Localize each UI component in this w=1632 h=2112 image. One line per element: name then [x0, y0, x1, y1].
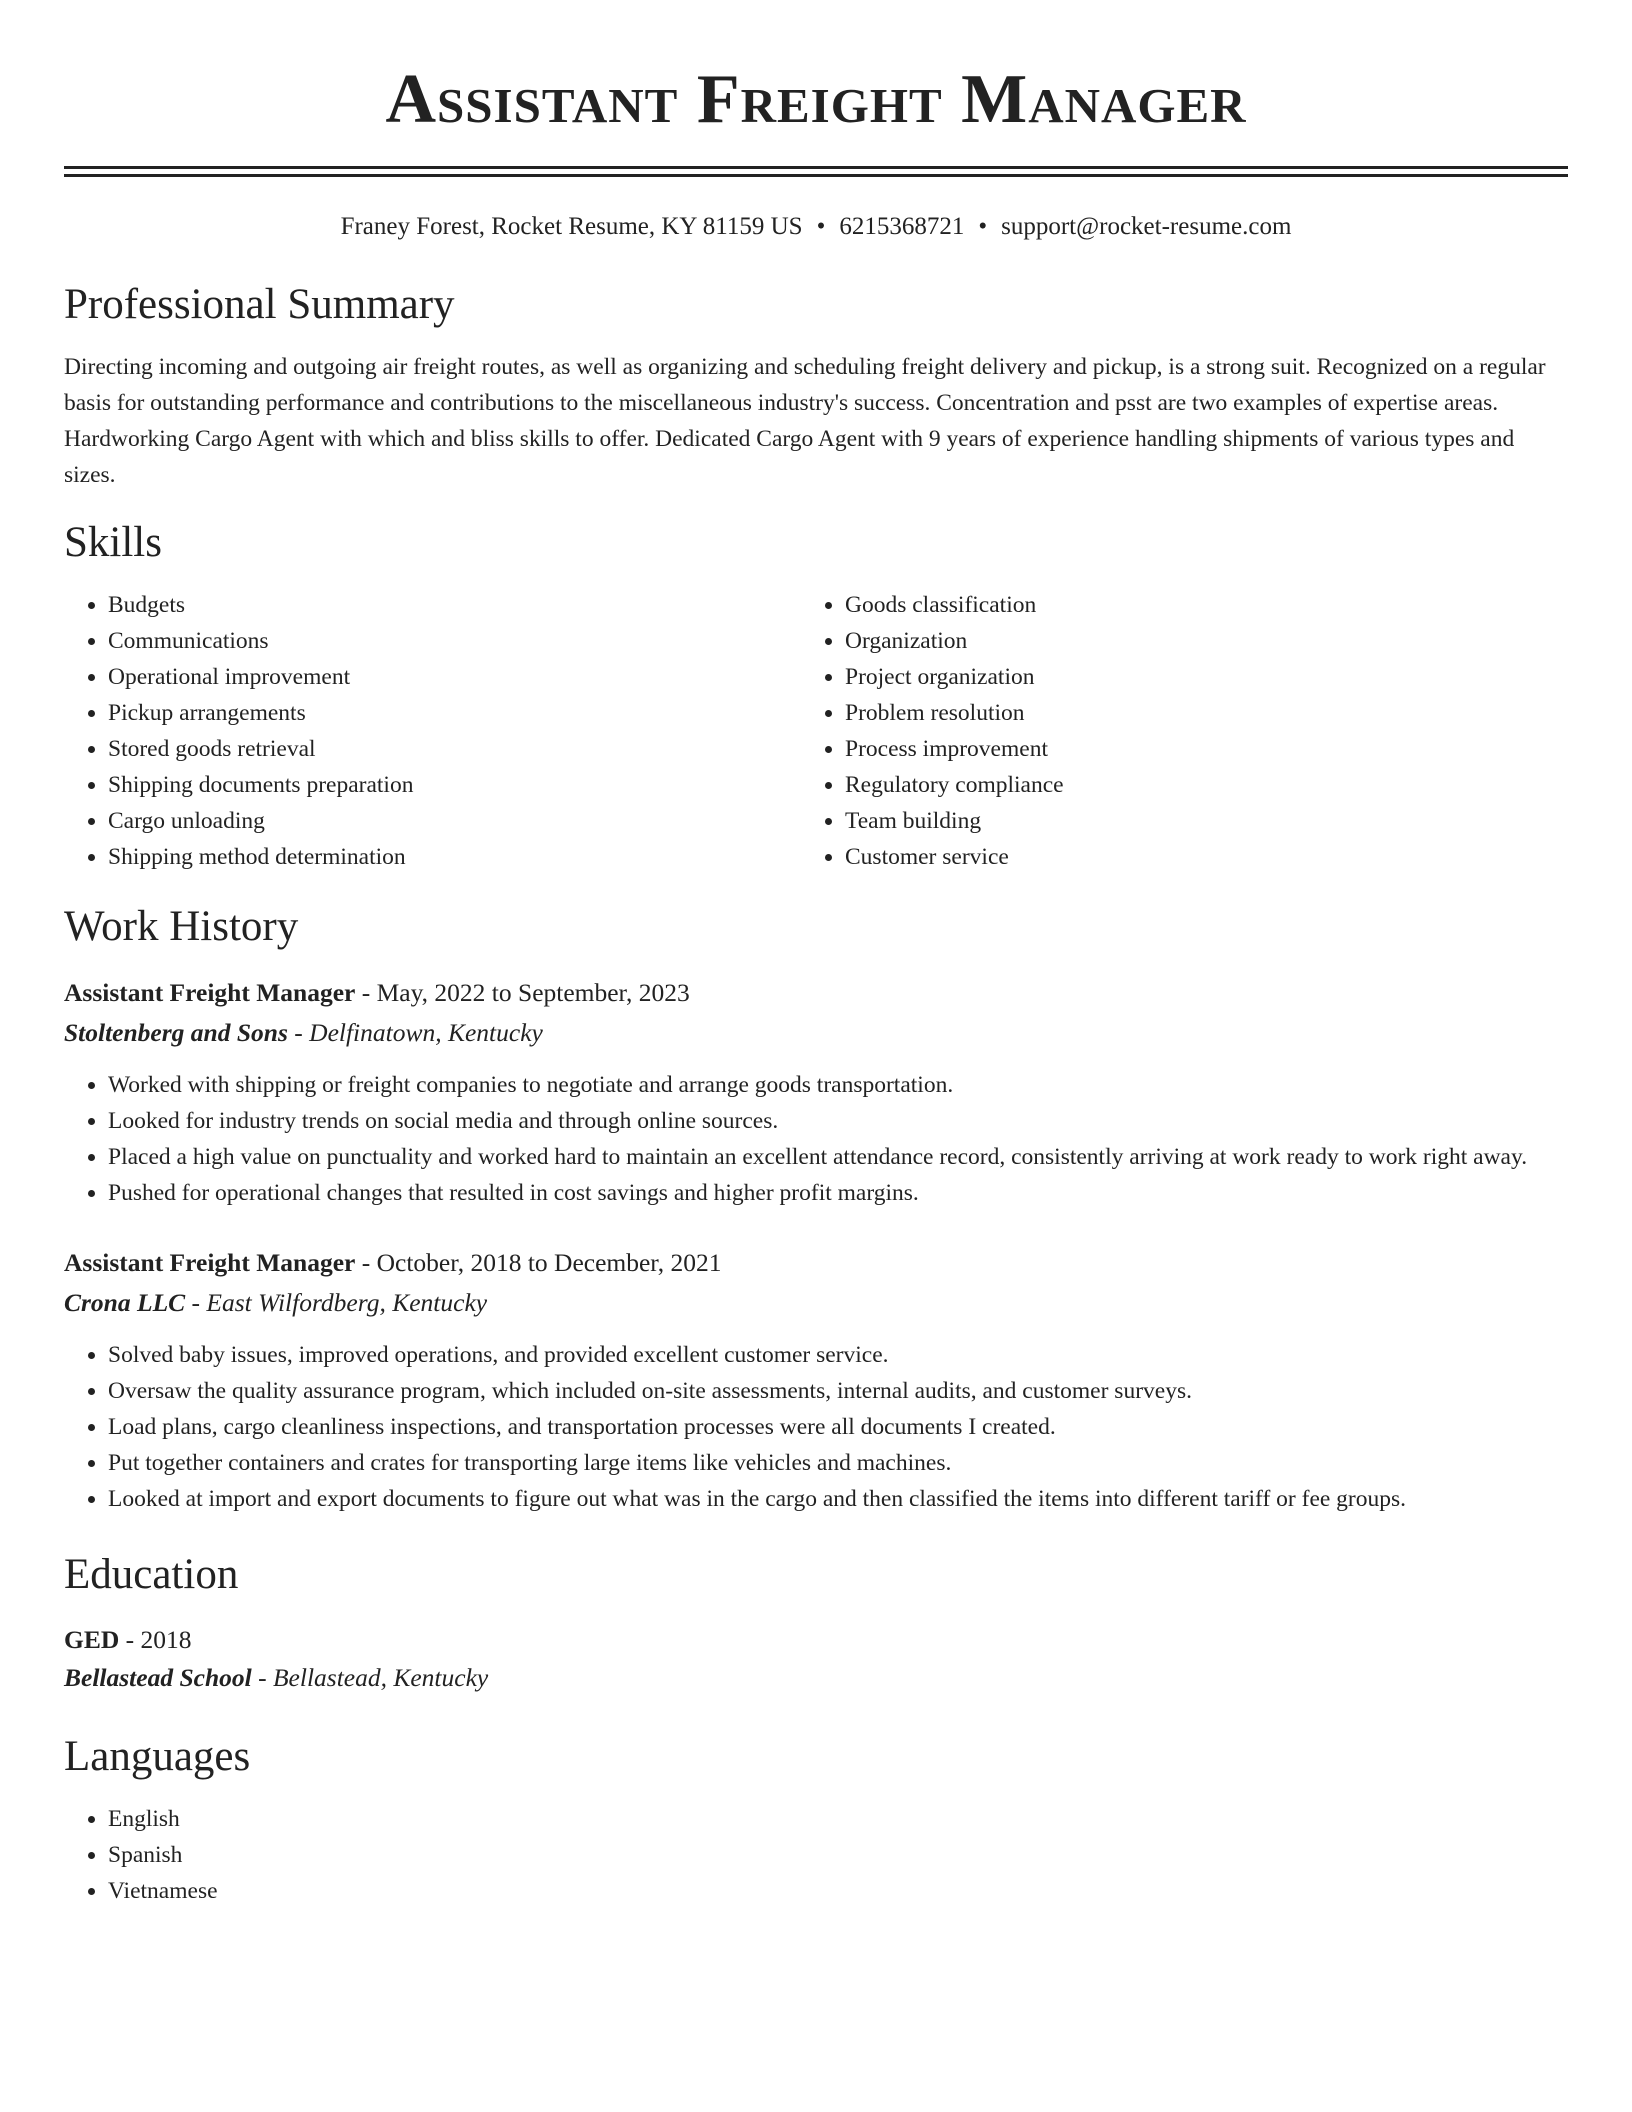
job-entry	[64, 973, 1568, 1211]
job-dates: - October, 2018 to December, 2021	[355, 1248, 722, 1277]
job-bullets	[64, 1067, 1568, 1211]
summary-heading: Professional Summary	[64, 281, 455, 328]
skill-item: • Communications	[108, 623, 831, 659]
education-location: - Bellastead, Kentucky	[251, 1663, 489, 1692]
skill-item: • Pickup arrangements	[108, 695, 831, 731]
education-school-line	[64, 1659, 1568, 1697]
skill-item: • Organization	[845, 623, 1568, 659]
skills-list-left	[64, 587, 831, 875]
skill-item: • Process improvement	[845, 731, 1568, 767]
contact-line	[64, 211, 1568, 243]
job-bullet: • Load plans, cargo cleanliness inspections, and transportation processes were all documents I created.	[108, 1409, 1568, 1445]
job-title-line	[64, 1243, 1568, 1283]
title-double-rule	[64, 166, 1568, 177]
education-degree-line	[64, 1621, 1568, 1659]
resume-title: Assistant Freight Manager	[385, 61, 1247, 138]
job-title-line	[64, 973, 1568, 1013]
job-entry	[64, 1243, 1568, 1517]
skill-item: • Regulatory compliance	[845, 767, 1568, 803]
job-title: Assistant Freight Manager	[64, 978, 356, 1007]
job-title: Assistant Freight Manager	[64, 1248, 356, 1277]
language-item: • English	[108, 1801, 1568, 1837]
skill-item: • Shipping method determination	[108, 839, 831, 875]
job-bullet: • Put together containers and crates for transporting large items like vehicles and machines.	[108, 1445, 1568, 1481]
rule-line-bottom	[64, 174, 1568, 177]
skill-item: • Customer service	[845, 839, 1568, 875]
languages-list	[64, 1801, 1568, 1909]
skills-columns	[64, 587, 1568, 875]
education-heading: Education	[64, 1551, 239, 1598]
languages-heading: Languages	[64, 1733, 251, 1780]
job-location: - East Wilfordberg, Kentucky	[185, 1288, 488, 1317]
skill-item: • Cargo unloading	[108, 803, 831, 839]
contact-address: Franey Forest, Rocket Resume, KY 81159 US	[340, 213, 803, 240]
job-bullet: • Solved baby issues, improved operations, and provided excellent customer service.	[108, 1337, 1568, 1373]
education-school: Bellastead School	[64, 1663, 252, 1692]
job-bullet: • Placed a high value on punctuality and worked hard to maintain an excellent attendance record, consistently arriving at work ready to work right away.	[108, 1139, 1568, 1175]
skill-item: • Problem resolution	[845, 695, 1568, 731]
skills-list-right	[801, 587, 1568, 875]
education-degree: GED	[64, 1625, 120, 1654]
skill-item: • Shipping documents preparation	[108, 767, 831, 803]
job-bullet: • Pushed for operational changes that resulted in cost savings and higher profit margins.	[108, 1175, 1568, 1211]
skill-item: • Operational improvement	[108, 659, 831, 695]
skill-item: • Goods classification	[845, 587, 1568, 623]
job-dates: - May, 2022 to September, 2023	[355, 978, 690, 1007]
work-history-heading: Work History	[64, 903, 299, 950]
language-item: • Spanish	[108, 1837, 1568, 1873]
skills-heading: Skills	[64, 519, 162, 566]
job-company-line	[64, 1013, 1568, 1053]
skill-item: • Budgets	[108, 587, 831, 623]
job-company: Crona LLC	[64, 1288, 186, 1317]
summary-text: Directing incoming and outgoing air freight routes, as well as organizing and scheduling freight delivery and pickup, is a strong suit. Recognized on a regular basis for outstanding performance and contributions to the miscellaneous industry's success. Concentration and psst are two examples of expertise areas. Hardworking Cargo Agent with which and bliss skills to offer. Dedicated Cargo Agent with 9 years of experience handling shipments of various types and sizes.	[64, 354, 1546, 488]
contact-email: support@rocket-resume.com	[1001, 213, 1292, 240]
contact-separator: •	[978, 213, 988, 240]
job-bullet: • Worked with shipping or freight companies to negotiate and arrange goods transportation.	[108, 1067, 1568, 1103]
job-company: Stoltenberg and Sons	[64, 1018, 288, 1047]
skill-item: • Project organization	[845, 659, 1568, 695]
education-entry	[64, 1621, 1568, 1697]
job-location: - Delfinatown, Kentucky	[287, 1018, 543, 1047]
skill-item: • Team building	[845, 803, 1568, 839]
job-company-line	[64, 1283, 1568, 1323]
job-bullet: • Oversaw the quality assurance program, which included on-site assessments, internal audits, and customer surveys.	[108, 1373, 1568, 1409]
contact-separator: •	[816, 213, 826, 240]
skill-item: • Stored goods retrieval	[108, 731, 831, 767]
job-bullet: • Looked at import and export documents to figure out what was in the cargo and then classified the items into different tariff or fee groups.	[108, 1481, 1568, 1517]
contact-phone: 6215368721	[839, 213, 965, 240]
education-year: - 2018	[119, 1625, 192, 1654]
job-bullets	[64, 1337, 1568, 1517]
language-item: • Vietnamese	[108, 1873, 1568, 1909]
job-bullet: • Looked for industry trends on social media and through online sources.	[108, 1103, 1568, 1139]
